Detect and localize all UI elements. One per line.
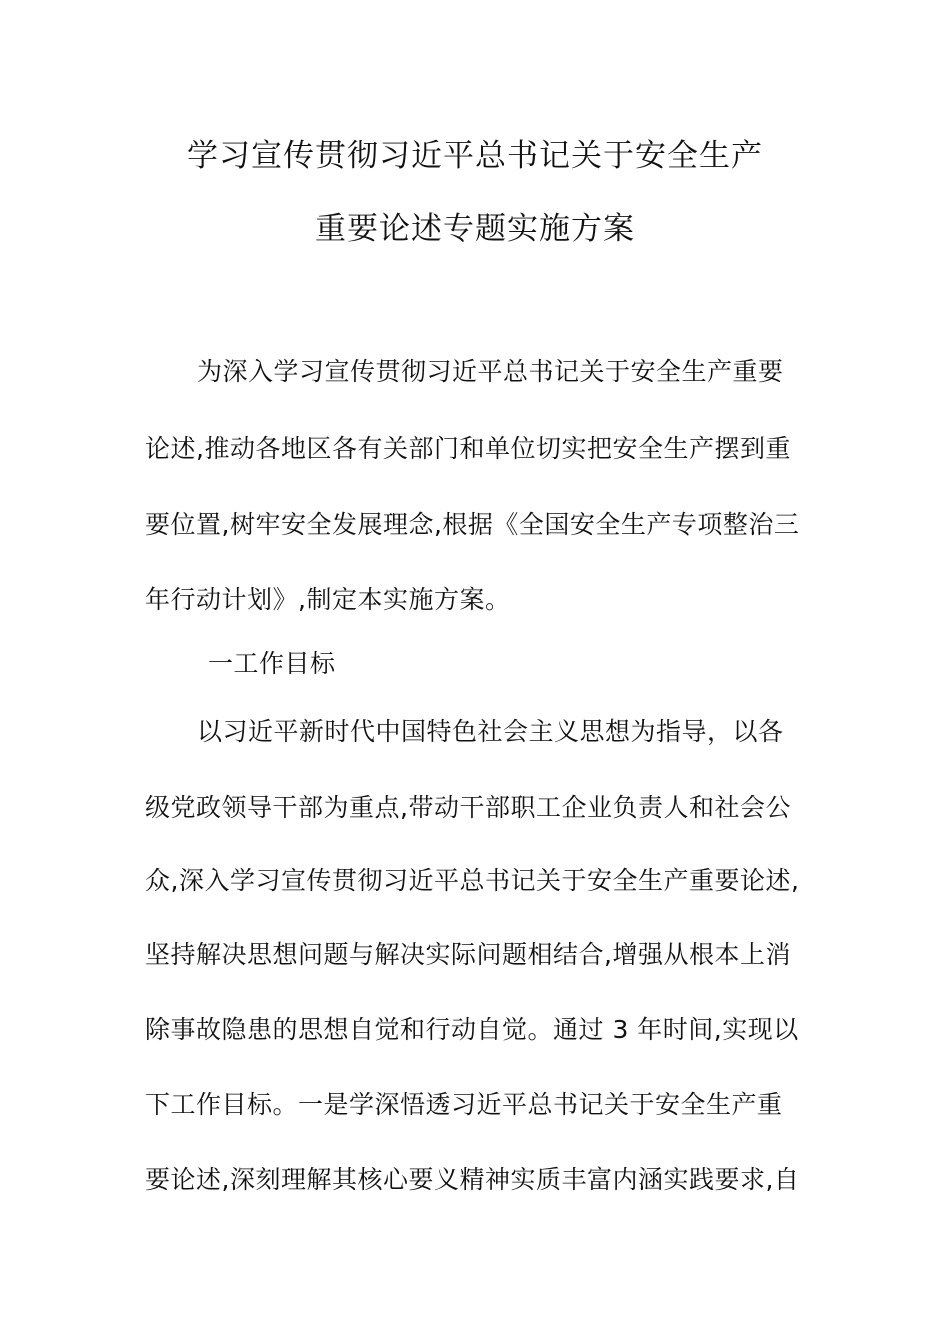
- paragraph-2-line-3: 众,深入学习宣传贯彻习近平总书记关于安全生产重要论述,: [145, 866, 800, 895]
- paragraph-2-line-1: 以习近平新时代中国特色社会主义思想为指导，以各: [197, 717, 784, 746]
- paragraph-2-line-2: 级党政领导干部为重点,带动干部职工企业负责人和社会公: [145, 793, 791, 822]
- paragraph-1-line-4: 年行动计划》,制定本实施方案。: [145, 585, 511, 614]
- paragraph-1-line-3: 要位置,树牢安全发展理念,根据《全国安全生产专项整治三: [145, 510, 800, 539]
- paragraph-2-line-6: 下工作目标。一是学深悟透习近平总书记关于安全生产重: [145, 1090, 783, 1119]
- paragraph-2-line-5: 除事故隐患的思想自觉和行动自觉。通过 3 年时间,实现以: [145, 1015, 799, 1044]
- document-title-line-2: 重要论述专题实施方案: [315, 211, 635, 247]
- document-title-line-1: 学习宣传贯彻习近平总书记关于安全生产: [187, 138, 763, 174]
- section-heading: 一工作目标: [208, 649, 336, 678]
- paragraph-1-line-1: 为深入学习宣传贯彻习近平总书记关于安全生产重要: [197, 357, 784, 386]
- paragraph-1-line-2: 论述,推动各地区各有关部门和单位切实把安全生产摆到重: [145, 434, 791, 463]
- paragraph-2-line-4: 坚持解决思想问题与解决实际问题相结合,增强从根本上消: [145, 940, 791, 969]
- paragraph-2-line-7: 要论述,深刻理解其核心要义精神实质丰富内涵实践要求,自: [145, 1165, 800, 1194]
